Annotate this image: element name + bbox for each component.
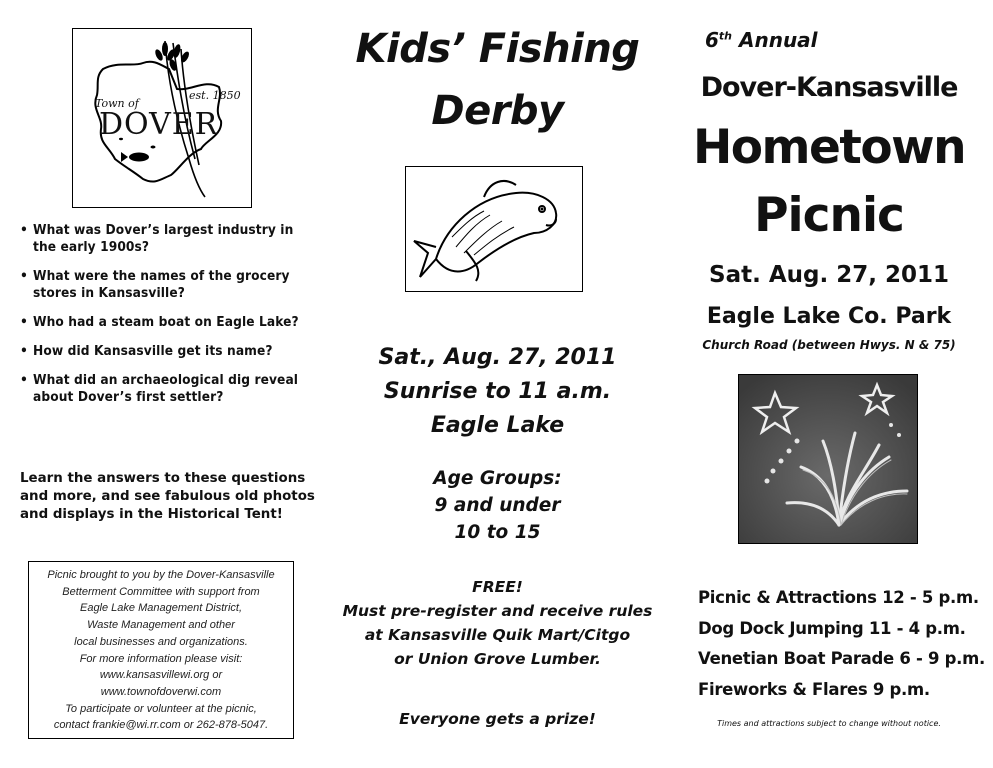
annual-word: Annual <box>738 28 818 52</box>
credits-line: For more information please visit: <box>79 652 243 665</box>
question-item: • What was Dover’s largest industry in the early 1900s? <box>20 222 320 256</box>
picnic-road: Church Road (between Hwys. N & 75) <box>702 338 956 352</box>
picnic-park: Eagle Lake Co. Park <box>706 304 952 329</box>
credits-box <box>28 561 294 739</box>
event-item: Venetian Boat Parade 6 - 9 p.m. <box>698 649 985 668</box>
derby-date: Sat., Aug. 27, 2011 <box>378 345 617 370</box>
change-notice: Times and attractions subject to change without notice. <box>717 719 941 728</box>
fireworks-illustration <box>738 374 918 544</box>
event-item: Fireworks & Flares 9 p.m. <box>698 679 930 699</box>
register-line-1: Must pre-register and receive rules <box>342 602 653 620</box>
prize-line: Everyone gets a prize! <box>399 710 596 728</box>
annual-number: 6 <box>705 28 719 52</box>
annual-suffix: th <box>718 29 733 43</box>
contact-line: contact frankie@wi.rr.com or 262-878-5047. <box>53 719 269 732</box>
age-group-2: 10 to 15 <box>454 522 541 543</box>
derby-place: Eagle Lake <box>430 413 565 438</box>
derby-title-line2: Derby <box>431 88 564 134</box>
fireworks-icon <box>739 375 917 543</box>
picnic-date: Sat. Aug. 27, 2011 <box>709 262 949 288</box>
derby-time: Sunrise to 11 a.m. <box>383 379 612 404</box>
age-group-1: 9 and under <box>434 495 561 516</box>
age-groups-label: Age Groups: <box>433 468 562 489</box>
logo-town-of: Town of <box>95 97 139 110</box>
picnic-heading: Picnic <box>754 188 904 243</box>
right-panel <box>665 0 993 768</box>
middle-panel <box>330 0 665 768</box>
free-label: FREE! <box>472 578 523 596</box>
hometown-heading: Hometown <box>692 120 966 175</box>
event-item: Picnic & Attractions 12 - 5 p.m. <box>698 588 979 607</box>
credits-line: To participate or volunteer at the picnic, <box>65 702 257 715</box>
logo-town-name: DOVER <box>99 107 219 142</box>
question-item: • Who had a steam boat on Eagle Lake? <box>20 314 320 331</box>
historical-tent-text: Learn the answers to these questions and more, and see fabulous old photos and displays in the Historical Tent! <box>20 471 315 522</box>
credits-line: Waste Management and other <box>87 619 235 632</box>
event-item: Dog Dock Jumping 11 - 4 p.m. <box>698 618 966 638</box>
credits-line: Picnic brought to you by the Dover-Kansasville <box>47 569 275 581</box>
dover-logo <box>72 28 252 208</box>
fish-illustration <box>405 166 583 292</box>
question-item: • What did an archaeological dig reveal about Dover’s first settler? <box>20 372 320 406</box>
register-line-2: at Kansasville Quik Mart/Citgo <box>364 626 631 644</box>
credits-line: local businesses and organizations. <box>74 635 248 648</box>
question-item: • What were the names of the grocery stores in Kansasville? <box>20 268 320 302</box>
question-item: • How did Kansasville get its name? <box>20 343 320 360</box>
logo-established: est. 1850 <box>189 89 241 102</box>
derby-title-line1: Kids’ Fishing <box>355 26 640 72</box>
credits-line: Betterment Committee with support from <box>62 585 260 598</box>
event-schedule <box>698 583 988 705</box>
left-panel <box>0 0 330 768</box>
website-dover: www.townofdoverwi.com <box>100 685 222 698</box>
trivia-questions <box>20 222 320 418</box>
dover-kansasville-heading: Dover-Kansasville <box>700 72 958 103</box>
website-kansasville: www.kansasvillewi.org or <box>99 669 223 682</box>
register-line-3: or Union Grove Lumber. <box>394 650 601 668</box>
credits-line: Eagle Lake Management District, <box>79 602 243 615</box>
annual-label <box>705 28 905 52</box>
jumping-fish-icon <box>406 167 581 290</box>
